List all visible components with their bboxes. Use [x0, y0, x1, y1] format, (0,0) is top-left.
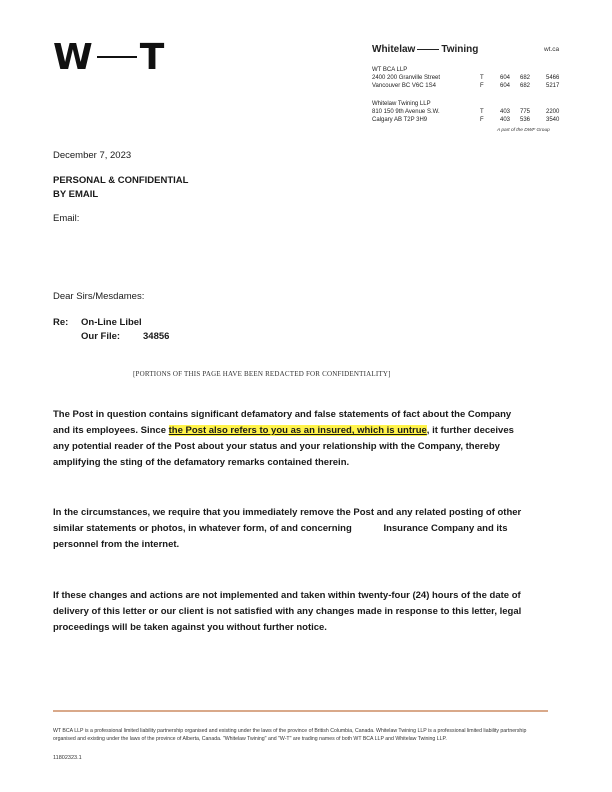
tel-label: T	[480, 109, 484, 115]
firm-name	[372, 44, 478, 55]
fax-line: 3540	[546, 117, 560, 123]
tel-area: 403	[500, 109, 511, 115]
logo-dash	[97, 56, 137, 58]
office-address-line2: Calgary AB T2P 3H9	[372, 117, 428, 123]
confidentiality-block	[53, 174, 188, 202]
firm-name-left: Whitelaw	[372, 44, 416, 55]
fax-area: 604	[500, 83, 511, 89]
re-subject: On-Line Libel	[81, 317, 142, 328]
firm-logo	[53, 37, 166, 78]
firm-website[interactable]: wt.ca	[544, 46, 560, 53]
document-number: 11802323.1	[53, 755, 82, 761]
footer-divider	[53, 710, 548, 712]
tel-label: T	[480, 75, 484, 81]
footer-legal-text: WT BCA LLP is a professional limited liability partnership organised and existing under the laws of the province of British Columbia, Canada. Whitelaw Twining LLP is a professional limited liability partnership organised and existing under the laws of the province of Alberta, Canada. "Whitelaw Twining" and "W-T" are trading names of both WT BCA LLP and Whitelaw Twining LLP.	[53, 728, 527, 742]
paragraph-1-end: , it further deceives any potential reader of the Post about your status and your relationship with the Company, thereby amplifying the sting of the defamatory remarks contained therein.	[53, 425, 514, 468]
paragraph-2: In the circumstances, we require that you immediately remove the Post and any related posting of other similar statements or photos, in whatever form, of and concerning Insurance Company and its personnel from the internet.	[53, 507, 524, 550]
tel-area: 604	[500, 75, 511, 81]
paragraph-3: If these changes and actions are not implemented and taken within twenty-four (24) hours of the date of delivery of this letter or our client is not satisfied with any changes made in response to this letter, legal proceedings will be taken against you without further notice.	[53, 590, 522, 633]
paragraph-1	[53, 407, 523, 471]
firm-name-right: Twining	[441, 44, 479, 55]
fax-prefix: 682	[520, 83, 531, 89]
firm-name-dash	[417, 49, 439, 50]
confidential-heading: PERSONAL & CONFIDENTIAL	[53, 175, 189, 186]
office-address-line2: Vancouver BC V6C 1S4	[372, 83, 436, 89]
paragraph-1-start: The Post in question contains significant defamatory and false statements of fact about the Company and its employees. Since	[53, 409, 512, 436]
tel-line: 2200	[546, 109, 560, 115]
file-label: Our File:	[81, 331, 121, 342]
tel-prefix: 682	[520, 75, 531, 81]
email-label: Email:	[53, 213, 80, 224]
group-note: A part of the DWF Group	[497, 128, 550, 133]
logo-letter-w: W	[53, 37, 94, 78]
redaction-note: [PORTIONS OF THIS PAGE HAVE BEEN REDACTED FOR CONFIDENTIALITY]	[133, 370, 391, 378]
re-label: Re:	[53, 317, 69, 328]
tel-line: 5466	[546, 75, 560, 81]
fax-prefix: 536	[520, 117, 531, 123]
salutation: Dear Sirs/Mesdames:	[53, 291, 145, 302]
delivery-method: BY EMAIL	[53, 189, 99, 200]
fax-label: F	[480, 117, 484, 123]
file-number: 34856	[143, 331, 170, 342]
office-name: WT BCA LLP	[372, 67, 408, 73]
fax-label: F	[480, 83, 484, 89]
letter-date: December 7, 2023	[53, 150, 132, 161]
tel-prefix: 775	[520, 109, 531, 115]
fax-line: 5217	[546, 83, 560, 89]
highlighted-text: the Post also refers to you as an insured, which is untrue	[168, 425, 427, 436]
office-address-line1: 2400 200 Granville Street	[372, 75, 441, 81]
office-address-line1: 810 150 9th Avenue S.W.	[372, 109, 440, 115]
fax-area: 403	[500, 117, 511, 123]
logo-letter-t: T	[139, 37, 166, 78]
office-name: Whitelaw Twining LLP	[372, 101, 431, 107]
